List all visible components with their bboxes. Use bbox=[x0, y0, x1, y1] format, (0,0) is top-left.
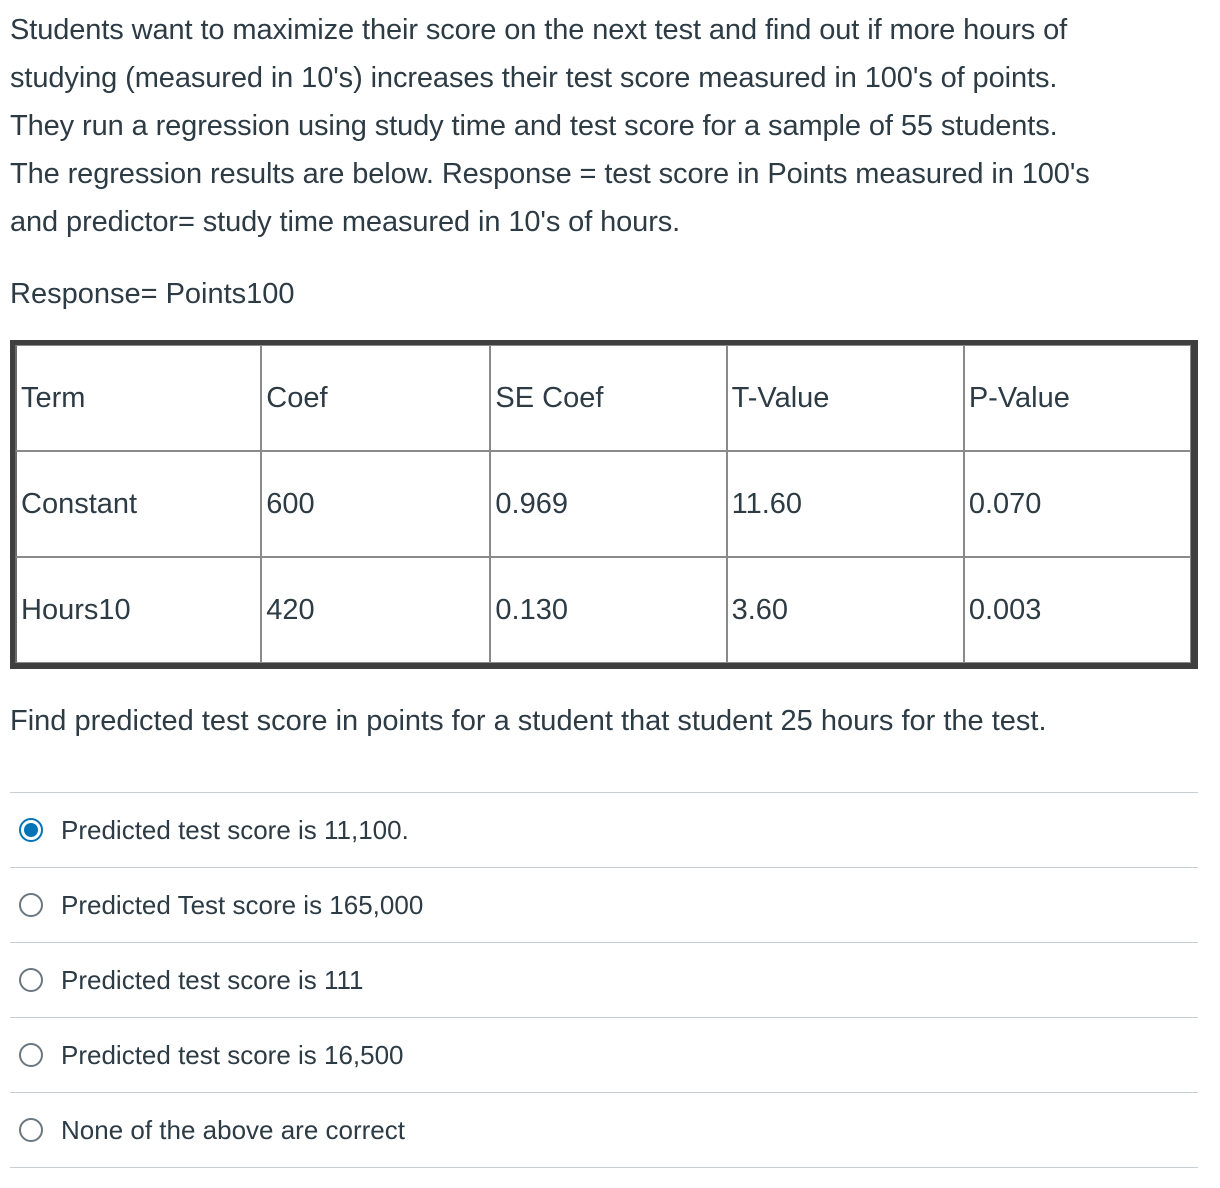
answer-label[interactable]: Predicted test score is 16,500 bbox=[61, 1039, 404, 1070]
answer-label[interactable]: None of the above are correct bbox=[61, 1114, 405, 1145]
regression-table bbox=[10, 340, 1198, 669]
table-cell: 0.003 bbox=[964, 557, 1191, 663]
table-cell: 0.130 bbox=[490, 557, 726, 663]
answer-option[interactable] bbox=[10, 867, 1198, 942]
table-cell: 0.070 bbox=[964, 451, 1191, 557]
question-line: and predictor= study time measured in 10's of hours. bbox=[10, 206, 681, 238]
radio-icon[interactable] bbox=[19, 968, 43, 992]
radio-icon[interactable] bbox=[19, 1118, 43, 1142]
answer-option[interactable] bbox=[10, 942, 1198, 1017]
answer-label[interactable]: Predicted test score is 11,100. bbox=[61, 814, 409, 845]
question-line: studying (measured in 10's) increases their test score measured in 100's of points. bbox=[10, 62, 1058, 94]
radio-icon[interactable] bbox=[19, 893, 43, 917]
table-row bbox=[15, 451, 1191, 557]
question-line: Students want to maximize their score on the next test and find out if more hours of bbox=[10, 14, 1068, 46]
table-header-cell: SE Coef bbox=[490, 345, 726, 451]
radio-selected-icon[interactable] bbox=[19, 818, 43, 842]
response-label: Response= Points100 bbox=[10, 278, 295, 310]
answer-label[interactable]: Predicted Test score is 165,000 bbox=[61, 889, 424, 920]
answer-option[interactable] bbox=[10, 1092, 1198, 1168]
table-row bbox=[15, 557, 1191, 663]
question-text bbox=[10, 6, 1205, 246]
answer-option[interactable] bbox=[10, 792, 1198, 867]
answer-list bbox=[10, 792, 1198, 1168]
table-header-cell: Term bbox=[15, 345, 261, 451]
question-line: The regression results are below. Response = test score in Points measured in 100's bbox=[10, 158, 1090, 190]
table-header-cell: T-Value bbox=[727, 345, 964, 451]
question-prompt: Find predicted test score in points for a student that student 25 hours for the test. bbox=[10, 705, 1047, 737]
table-cell: 0.969 bbox=[490, 451, 726, 557]
table-cell: 600 bbox=[261, 451, 490, 557]
table-cell: 420 bbox=[261, 557, 490, 663]
radio-icon[interactable] bbox=[19, 1043, 43, 1067]
table-cell: 11.60 bbox=[727, 451, 964, 557]
table-header-cell: Coef bbox=[261, 345, 490, 451]
table-cell: Hours10 bbox=[15, 557, 261, 663]
table-cell: 3.60 bbox=[727, 557, 964, 663]
table-header-cell: P-Value bbox=[964, 345, 1191, 451]
answer-label[interactable]: Predicted test score is 111 bbox=[61, 964, 364, 995]
table-cell: Constant bbox=[15, 451, 261, 557]
table-header-row bbox=[15, 345, 1191, 451]
question-line: They run a regression using study time and test score for a sample of 55 students. bbox=[10, 110, 1058, 142]
answer-option[interactable] bbox=[10, 1017, 1198, 1092]
